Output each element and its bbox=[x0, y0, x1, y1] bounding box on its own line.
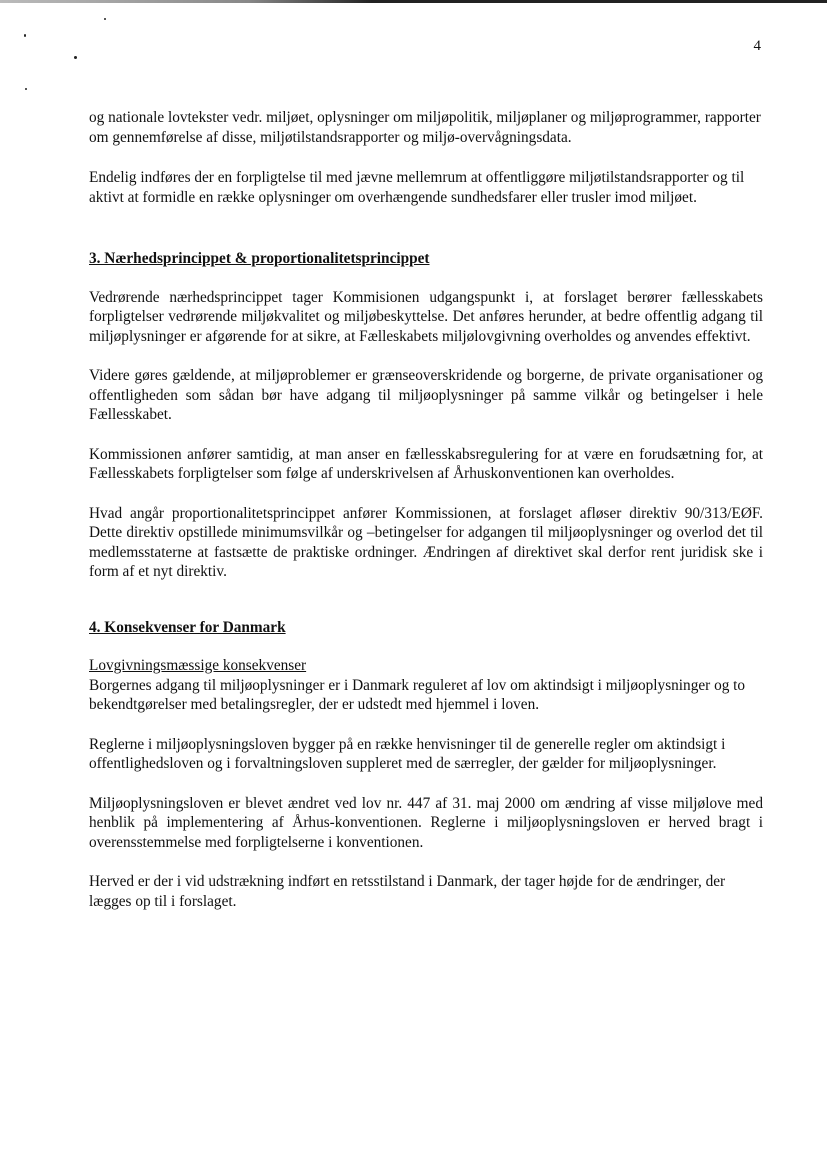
paragraph: Endelig indføres der en forpligtelse til med jævne mellemrum at offentliggøre miljøtilstandsrapporter og til aktivt at formidle en række oplysninger om overhængende sundhedsfarer eller trusler imod miljøet. bbox=[89, 169, 745, 206]
page-number: 4 bbox=[753, 38, 761, 54]
paragraph: Videre gøres gældende, at miljøproblemer er grænseoverskridende og borgerne, de private organisationer og offentligheden som sådan bør have adgang til miljøoplysninger på samme vilkår og betingelser i hele Fællesskabet. bbox=[89, 367, 763, 423]
scan-speck bbox=[74, 56, 77, 59]
scan-speck bbox=[25, 88, 27, 90]
paragraph: Borgernes adgang til miljøoplysninger er i Danmark reguleret af lov om aktindsigt i miljøoplysninger og to bekendtgørelser med betalingsregler, der er udstedt med hjemmel i loven. bbox=[89, 676, 746, 713]
document-body bbox=[89, 108, 763, 911]
paragraph: Kommissionen anfører samtidig, at man anser en fællesskabsregulering for at være en forudsætning for, at Fællesskabets forpligtelser som følge af underskrivelsen af Århuskonventionen kan overholdes. bbox=[89, 445, 763, 482]
paragraph: Miljøoplysningsloven er blevet ændret ved lov nr. 447 af 31. maj 2000 om ændring af visse miljølove med henblik på implementering af Århus-konventionen. Reglerne i miljøoplysningsloven er herved bragt i overensstemmelse med forpligtelserne i konventionen. bbox=[89, 794, 763, 851]
section-heading: 3. Nærhedsprincippet & proportionalitetsprincippet bbox=[89, 250, 430, 267]
scan-speck bbox=[104, 18, 106, 20]
paragraph: Hvad angår proportionalitetsprincippet anfører Kommissionen, at forslaget afløser direktiv 90/313/EØF. Dette direktiv opstillede minimumsvilkår og –betingelser for adgangen til miljøoplysninger og overlod det til medlemsstaterne at fastsætte de praktiske ordninger. Ændringen af direktivet skal derfor rent juridisk ske i form af et nyt direktiv. bbox=[89, 504, 763, 580]
section-heading: 4. Konsekvenser for Danmark bbox=[89, 618, 286, 636]
paragraph: og nationale lovtekster vedr. miljøet, oplysninger om miljøpolitik, miljøplaner og miljøprogrammer, rapporter om gennemførelse af disse, miljøtilstandsrapporter og miljø-overvågningsdata. bbox=[89, 109, 761, 146]
paragraph: Vedrørende nærhedsprincippet tager Kommisionen udgangspunkt i, at forslaget berører fællesskabets forpligtelser vedrørende miljøkvalitet og miljøbeskyttelse. Det anføres herunder, at bedre offentlig adgang til miljøplysninger er afgørende for at sikre, at Fælleskabets miljølovgivning overholdes og anvendes effektivt. bbox=[89, 288, 763, 345]
top-rule bbox=[0, 0, 827, 3]
paragraph: Herved er der i vid udstrækning indført en retsstilstand i Danmark, der tager højde for de ændringer, der lægges op til i forslaget. bbox=[89, 873, 726, 910]
subsection-heading: Lovgivningsmæssige konsekvenser bbox=[89, 657, 307, 674]
paragraph: Reglerne i miljøoplysningsloven bygger på en række henvisninger til de generelle regler om aktindsigt i offentlighedsloven og i forvaltningsloven suppleret med de særregler, der gælder for miljøoplysninger. bbox=[89, 735, 726, 772]
scan-speck bbox=[24, 34, 26, 37]
